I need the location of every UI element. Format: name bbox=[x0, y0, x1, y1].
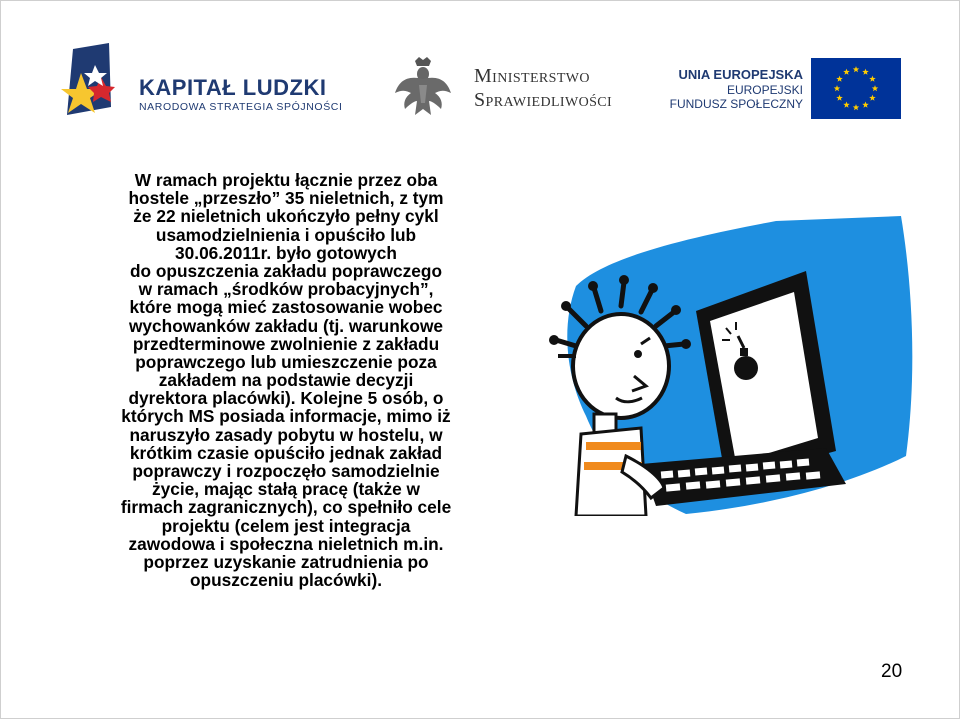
body-text-line: poprawczego lub umieszczenie poza bbox=[135, 351, 437, 372]
body-text-line: zawodowa i społeczna nieletnich m.in. bbox=[128, 533, 444, 554]
body-text-line: poprzez uzyskanie zatrudnienia po bbox=[143, 551, 429, 572]
body-text-line: w ramach „środków probacyjnych”, bbox=[138, 279, 434, 300]
body-text-line: wychowanków zakładu (tj. warunkowe bbox=[128, 315, 443, 336]
body-text-line: życie, mając stałą pracę (także w bbox=[151, 479, 420, 500]
boy-at-computer-clipart bbox=[546, 216, 921, 516]
body-text-line: W ramach projektu łącznie przez oba bbox=[134, 170, 438, 190]
eu-name: UNIA EUROPEJSKA bbox=[678, 67, 803, 82]
eu-fund-line1: EUROPEJSKI bbox=[726, 83, 803, 97]
polish-eagle-emblem bbox=[393, 57, 453, 119]
ministry-name-line2: Sprawiedliwości bbox=[474, 89, 613, 111]
body-text-line: hostele „przeszło” 35 nieletnich, z tym bbox=[128, 188, 444, 209]
eu-flag bbox=[811, 58, 901, 119]
body-text-line: do opuszczenia zakładu poprawczego bbox=[129, 260, 443, 281]
body-text-line: 30.06.2011r. było gotowych bbox=[175, 242, 397, 263]
body-text bbox=[91, 171, 481, 589]
kapital-ludzki-subtitle: NARODOWA STRATEGIA SPÓJNOŚCI bbox=[139, 101, 343, 113]
body-text-line: firmach zagranicznych), co spełniło cele bbox=[120, 497, 452, 518]
page-number: 20 bbox=[881, 661, 903, 682]
body-text-line: poprawczy i rozpoczęło samodzielnie bbox=[132, 461, 440, 481]
body-text-line: których MS posiada informacje, mimo iż bbox=[121, 406, 451, 427]
body-text-line: projektu (celem jest integracja bbox=[161, 515, 411, 536]
body-text-line: naruszyło zasady pobytu w hostelu, w bbox=[129, 424, 443, 445]
body-text-line: zakładem na podstawie decyzji bbox=[158, 370, 414, 391]
body-text-line: dyrektora placówki). Kolejne 5 osób, o bbox=[128, 388, 444, 409]
ministry-name-line1: Ministerstwo bbox=[474, 65, 590, 87]
body-text-line: które mogą mieć zastosowanie wobec bbox=[129, 297, 443, 318]
body-text-line: że 22 nieletnich ukończyło pełny cykl bbox=[133, 206, 439, 227]
kapital-ludzki-title: KAPITAŁ LUDZKI bbox=[139, 75, 327, 100]
body-text-line: krótkim czasie opuściło jednak zakład bbox=[129, 442, 443, 463]
body-text-line: przedterminowe zwolnienie z zakładu bbox=[132, 333, 440, 354]
eu-fund-line2: FUNDUSZ SPOŁECZNY bbox=[669, 97, 803, 111]
body-text-line: opuszczeniu placówki). bbox=[189, 570, 383, 591]
body-text-line: usamodzielnienia i opuściło lub bbox=[155, 224, 417, 245]
